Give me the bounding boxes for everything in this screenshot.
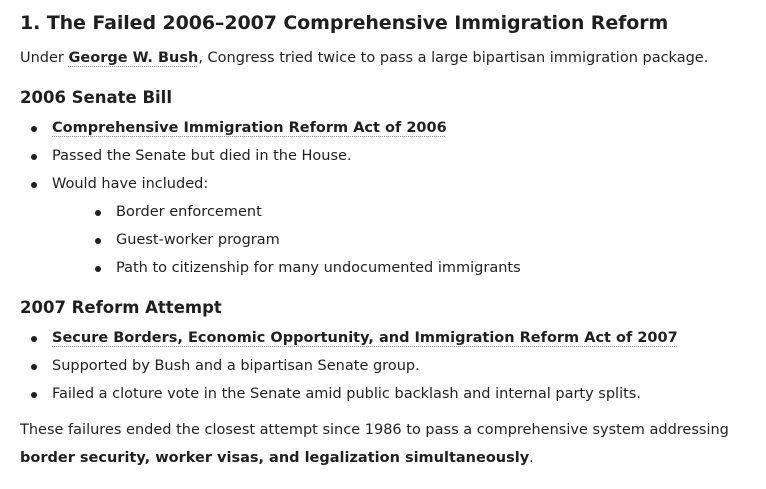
intro-paragraph: [20, 44, 766, 72]
bill-2007-link[interactable]: Secure Borders, Economic Opportunity, and Immigration Reform Act of 2007: [52, 330, 678, 346]
intro-suffix: , Congress tried twice to pass a large bipartisan immigration package.: [198, 50, 709, 66]
subheading-2006: 2006 Senate Bill: [20, 88, 172, 107]
george-w-bush-link[interactable]: George W. Bush: [68, 50, 199, 66]
subheading-2007: 2007 Reform Attempt: [20, 298, 222, 317]
section-heading: 1. The Failed 2006–2007 Comprehensive Immigration Reform: [20, 12, 669, 34]
list-item-text: Would have included:: [52, 176, 209, 192]
closing-bold: border security, worker visas, and legalization simultaneously: [20, 450, 530, 466]
list-item: [20, 324, 766, 352]
list-item: [20, 114, 766, 142]
list-2007: [20, 324, 766, 408]
list-item: [20, 170, 766, 282]
sublist-item: Border enforcement: [52, 198, 766, 226]
bill-2006-link[interactable]: Comprehensive Immigration Reform Act of 2006: [52, 120, 447, 136]
list-item: Supported by Bush and a bipartisan Senate group.: [20, 352, 766, 380]
list-2006: [20, 114, 766, 282]
sublist-item: Guest-worker program: [52, 226, 766, 254]
closing-paragraph: [20, 416, 760, 472]
closing-suffix: .: [529, 450, 534, 466]
intro-prefix: Under: [20, 50, 69, 66]
sublist-item: Path to citizenship for many undocumented immigrants: [52, 254, 766, 282]
list-item: Failed a cloture vote in the Senate amid public backlash and internal party splits.: [20, 380, 766, 408]
closing-prefix: These failures ended the closest attempt since 1986 to pass a comprehensive system addressing: [20, 422, 729, 438]
sublist-2006: [52, 198, 766, 282]
list-item: Passed the Senate but died in the House.: [20, 142, 766, 170]
